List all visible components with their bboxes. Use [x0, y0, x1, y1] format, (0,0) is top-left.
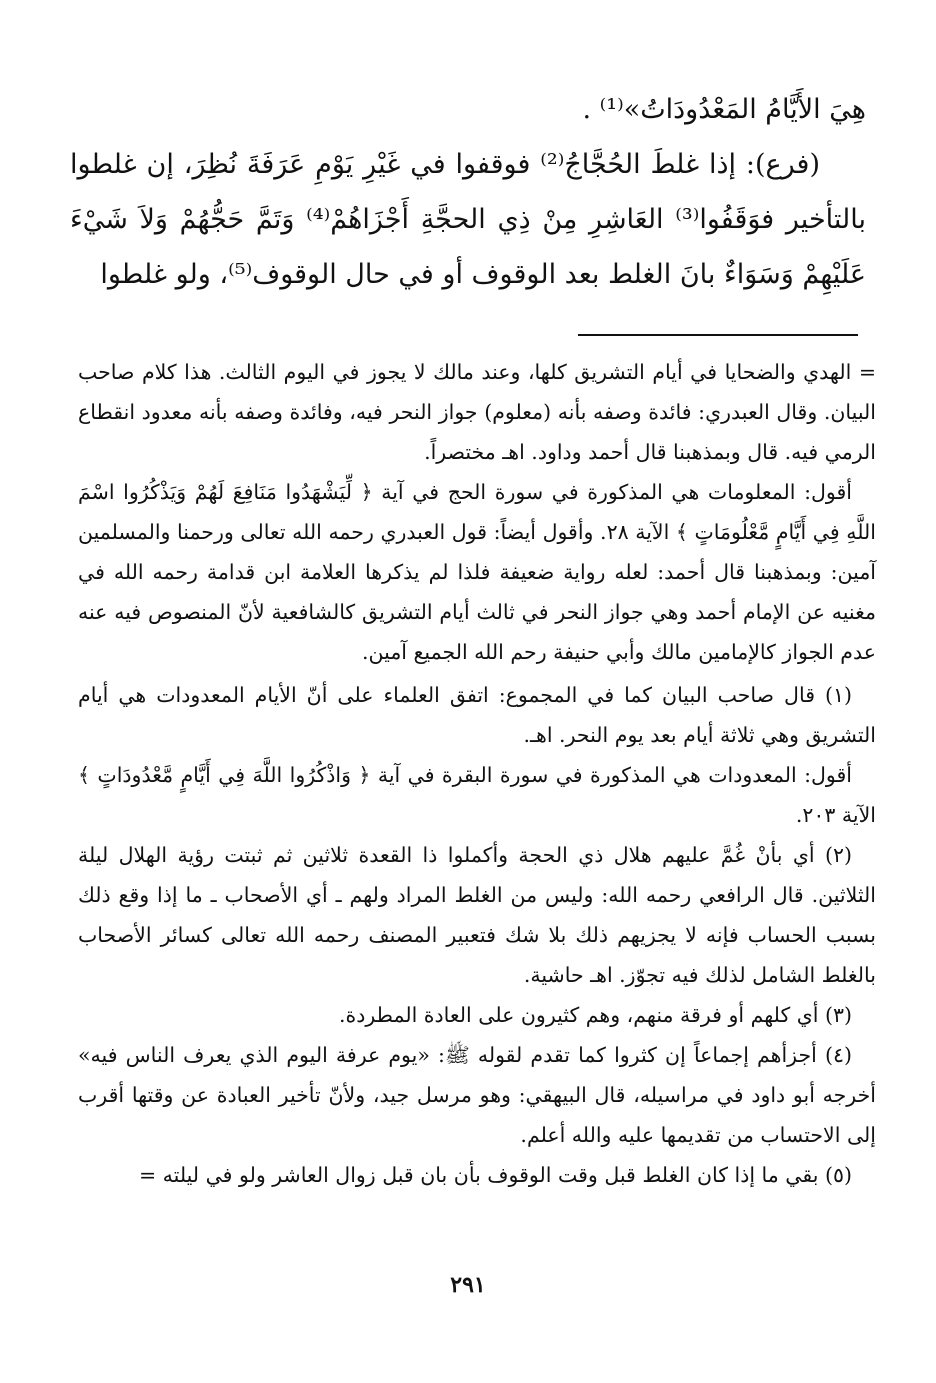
footnote-2: (٢) أي بأنْ غُمَّ عليهم هلال ذي الحجة وأكملوا ذا القعدة ثلاثين ثم ثبتت رؤية الهلال ليلة الثلاثين. قال الرافعي رحمه الله: وليس من الغلط المراد ولهم ـ أي الأصحاب ـ ما إذا وقع ذلك بسبب الحساب فإنه لا يجزيهم ذلك بلا شك فتعبير المصنف رحمه الله تعالى كسائر الأصحاب بالغلط الشامل لذلك فيه تجوّز. اهـ حاشية.	[78, 843, 876, 987]
main-paragraph: (فرع): إذا غلطَ الحُجَّاجُ⁽²⁾ فوقفوا في غَيْرِ يَوْمِ عَرَفَةَ نُظِرَ، إن غلطوا بالتأخير فوَقَفُوا⁽³⁾ العَاشِرِ مِنْ ذِي الحجَّةِ أَجْزَاهُمْ⁽⁴⁾ وَتَمَّ حَجُّهُمْ وَلاَ شَيْءَ عَلَيْهِمْ وَسَوَاءٌ بانَ الغلط بعد الوقوف أو في حال الوقوف⁽⁵⁾، ولو غلطوا	[70, 149, 866, 290]
main-text	[70, 82, 866, 302]
footnote-5: (٥) بقي ما إذا كان الغلط قبل وقت الوقوف بأن بان قبل زوال العاشر ولو في ليلته =	[138, 1163, 852, 1187]
main-paragraph: هِيَ الأَيَّامُ المَعْدُودَاتُ»⁽¹⁾ .	[582, 94, 866, 125]
footnote-4: (٤) أجزأهم إجماعاً إن كثروا كما تقدم لقوله ﷺ: «يوم عرفة اليوم الذي يعرف الناس فيه» أخرجه أبو داود في مراسيله، قال البيهقي: وهو مرسل جيد، ولأنّ تأخير العبادة عن وقتها أقرب إلى الاحتساب من تقديمها عليه والله أعلم.	[78, 1043, 876, 1147]
footnotes	[78, 352, 876, 1195]
footnote-divider	[578, 334, 858, 336]
footnote-3: (٣) أي كلهم أو فرقة منهم، وهم كثيرون على العادة المطردة.	[338, 1003, 852, 1027]
footnote-comment: أقول: المعلومات هي المذكورة في سورة الحج في آية ﴿ لِّيَشْهَدُوا مَنَافِعَ لَهُمْ وَيَذْكُرُوا اسْمَ اللَّهِ فِي أَيَّامٍ مَّعْلُومَاتٍ ﴾ الآية ٢٨. وأقول أيضاً: قول العبدري رحمه الله تعالى ورحمنا والمسلمين آمين: وبمذهبنا قال أحمد: لعله رواية ضعيفة فلذا لم يذكرها العلامة ابن قدامة رحمه الله في مغنيه عن الإمام أحمد وهي جواز النحر في ثالث أيام التشريق كالشافعية لأنّ المنصوص فيه عنه عدم الجواز كالإمامين مالك وأبي حنيفة رحم الله الجميع آمين.	[78, 480, 876, 664]
footnote-continuation: = الهدي والضحايا في أيام التشريق كلها، وعند مالك لا يجوز في اليوم الثالث. هذا كلام صاحب البيان. وقال العبدري: فائدة وصفه بأنه (معلوم) جواز النحر فيه، وفائدة وصفه بأنه معدود انقطاع الرمي فيه. قال وبمذهبنا قال أحمد وداود. اهـ مختصراً.	[78, 360, 876, 464]
footnote-1: (١) قال صاحب البيان كما في المجموع: اتفق العلماء على أنّ الأيام المعدودات هي أيام التشريق وهي ثلاثة أيام بعد يوم النحر. اهـ.	[78, 683, 876, 747]
footnote-comment: أقول: المعدودات هي المذكورة في سورة البقرة في آية ﴿ وَاذْكُرُوا اللَّهَ فِي أَيَّامٍ مَّعْدُودَاتٍ ﴾ الآية ٢٠٣.	[78, 763, 876, 827]
page-number: ٢٩١	[450, 1272, 486, 1298]
